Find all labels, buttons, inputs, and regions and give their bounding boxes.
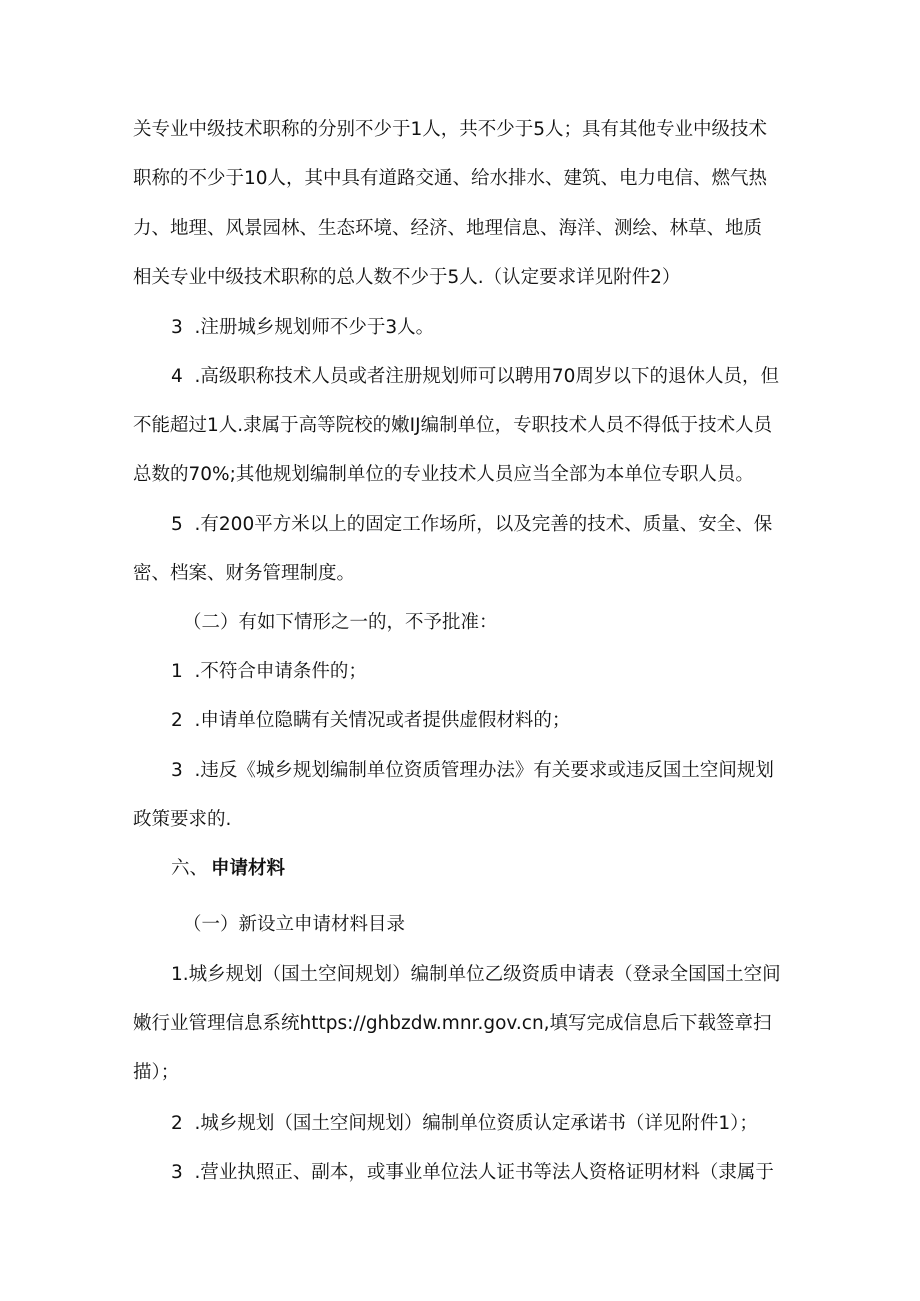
subsection-heading: （一）新设立申请材料目录 xyxy=(183,914,406,935)
paragraph-line: 职称的不少于10人，其中具有道路交通、给水排水、建筑、电力电信、燃气热 xyxy=(133,168,768,189)
subsection-heading: （二）有如下情形之一的，不予批准： xyxy=(183,612,498,633)
list-item-3: 3 .注册城乡规划师不少于3人。 xyxy=(171,317,435,338)
paragraph-line: 描）； xyxy=(133,1062,180,1083)
paragraph-line: 政策要求的. xyxy=(133,809,232,830)
list-item-3: 3 .违反《城乡规划编制单位资质管理办法》有关要求或违反国土空间规划 xyxy=(171,760,774,781)
paragraph-line: 总数的70%;其他规划编制单位的专业技术人员应当全部为本单位专职人员。 xyxy=(133,464,754,485)
paragraph-line: 嫩行业管理信息系统https://ghbzdw.mnr.gov.cn,填写完成信息后下载签章扫 xyxy=(133,1013,772,1034)
paragraph-line: 关专业中级技术职称的分别不少于1人，共不少于5人；具有其他专业中级技术 xyxy=(133,119,768,140)
list-item-1: 1.城乡规划（国土空间规划）编制单位乙级资质申请表（登录全国国土空间 xyxy=(171,964,781,985)
list-item-2: 2 .城乡规划（国土空间规划）编制单位资质认定承诺书（详见附件1）； xyxy=(171,1113,758,1134)
paragraph-line: 相关专业中级技术职称的总人数不少于5人.（认定要求详见附件2） xyxy=(133,267,681,288)
list-item-4: 4 .高级职称技术人员或者注册规划师可以聘用70周岁以下的退休人员，但 xyxy=(171,366,779,387)
list-item-3: 3 .营业执照正、副本，或事业单位法人证书等法人资格证明材料（隶属于 xyxy=(171,1162,774,1183)
list-item-5: 5 .有200平方米以上的固定工作场所，以及完善的技术、质量、安全、保 xyxy=(171,514,773,535)
list-item-1: 1 .不符合申请条件的； xyxy=(171,661,367,682)
section-number: 六、 xyxy=(171,858,209,879)
list-item-2: 2 .申请单位隐瞒有关情况或者提供虚假材料的； xyxy=(171,710,571,731)
paragraph-line: 不能超过1人.隶属于高等院校的嫩IJ编制单位，专职技术人员不得低于技术人员 xyxy=(133,415,773,436)
section-heading: 申请材料 xyxy=(211,858,286,879)
paragraph-line: 力、地理、风景园林、生态环境、经济、地理信息、海洋、测绘、林草、地质 xyxy=(133,218,763,239)
paragraph-line: 密、档案、财务管理制度。 xyxy=(133,563,356,584)
